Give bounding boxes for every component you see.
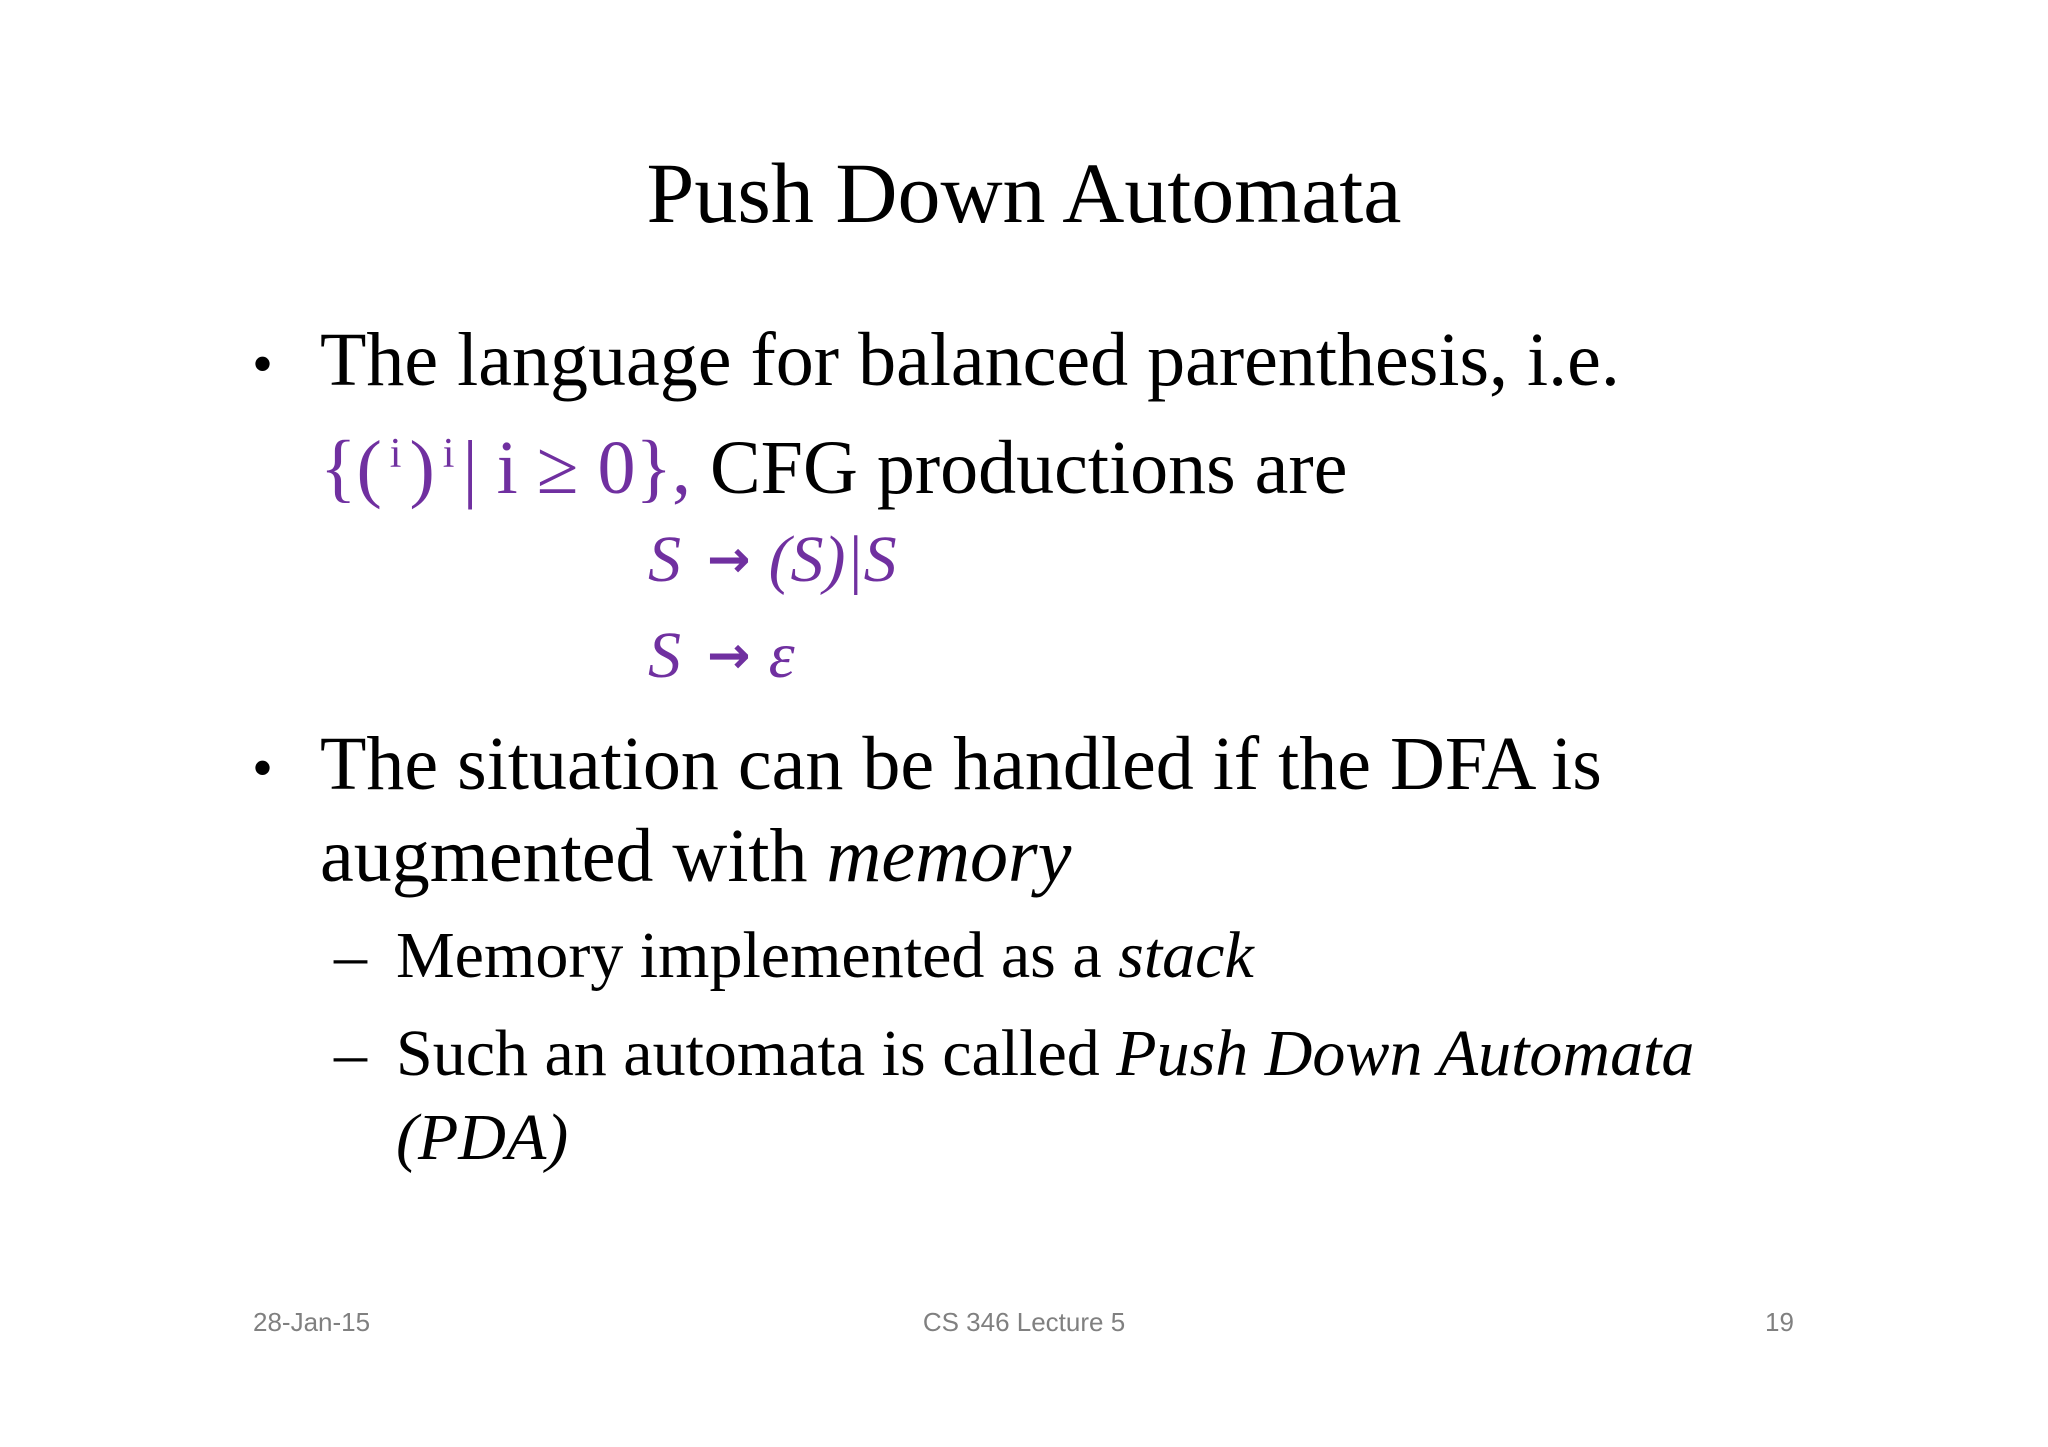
language-set-condition: | i ≥ 0}, <box>462 426 691 510</box>
subbullet-2 <box>396 1012 1694 1096</box>
footer-course: CS 346 Lecture 5 <box>922 1307 1126 1337</box>
production-lhs: S <box>648 523 681 596</box>
production-2 <box>648 614 795 698</box>
subbullet-2-line-2 <box>396 1096 568 1180</box>
subbullet-1 <box>396 914 1254 998</box>
bullet-2-line-2 <box>320 808 1071 904</box>
subbullet-marker: – <box>334 1017 367 1090</box>
footer-page-number: 19 <box>1765 1307 1794 1337</box>
right-arrow-icon: → <box>707 626 751 686</box>
footer-date: 28-Jan-15 <box>253 1307 371 1337</box>
stack-emphasis: stack <box>1118 919 1254 992</box>
production-1 <box>648 518 897 602</box>
bullet-1-line-1: The language for balanced parenthesis, i.e. <box>320 318 1620 402</box>
subbullet-2-plain: Such an automata is called <box>396 1017 1117 1090</box>
memory-emphasis: memory <box>826 814 1072 898</box>
right-arrow-icon: → <box>707 530 751 590</box>
superscript-i: i <box>389 431 402 477</box>
superscript-i: i <box>442 431 455 477</box>
language-set-open: {( <box>320 426 382 510</box>
production-rhs: (S)|S <box>768 523 897 596</box>
subbullet-marker: – <box>334 919 367 992</box>
bullet-2-plain-text: augmented with <box>320 814 827 898</box>
bullet-marker: • <box>252 735 274 801</box>
production-rhs: ε <box>768 619 795 692</box>
pda-emphasis: Push Down Automata <box>1116 1017 1695 1090</box>
slide-title: Push Down Automata <box>646 145 1402 241</box>
language-set-close-paren: ) <box>409 426 435 510</box>
bullet-marker: • <box>252 331 274 397</box>
cfg-productions-text: CFG productions are <box>690 426 1348 510</box>
bullet-2-line-1: The situation can be handled if the DFA is <box>320 722 1602 806</box>
pda-abbreviation: (PDA) <box>396 1101 569 1174</box>
subbullet-1-plain: Memory implemented as a <box>396 919 1119 992</box>
bullet-1-line-2 <box>320 406 1347 516</box>
production-lhs: S <box>648 619 681 692</box>
